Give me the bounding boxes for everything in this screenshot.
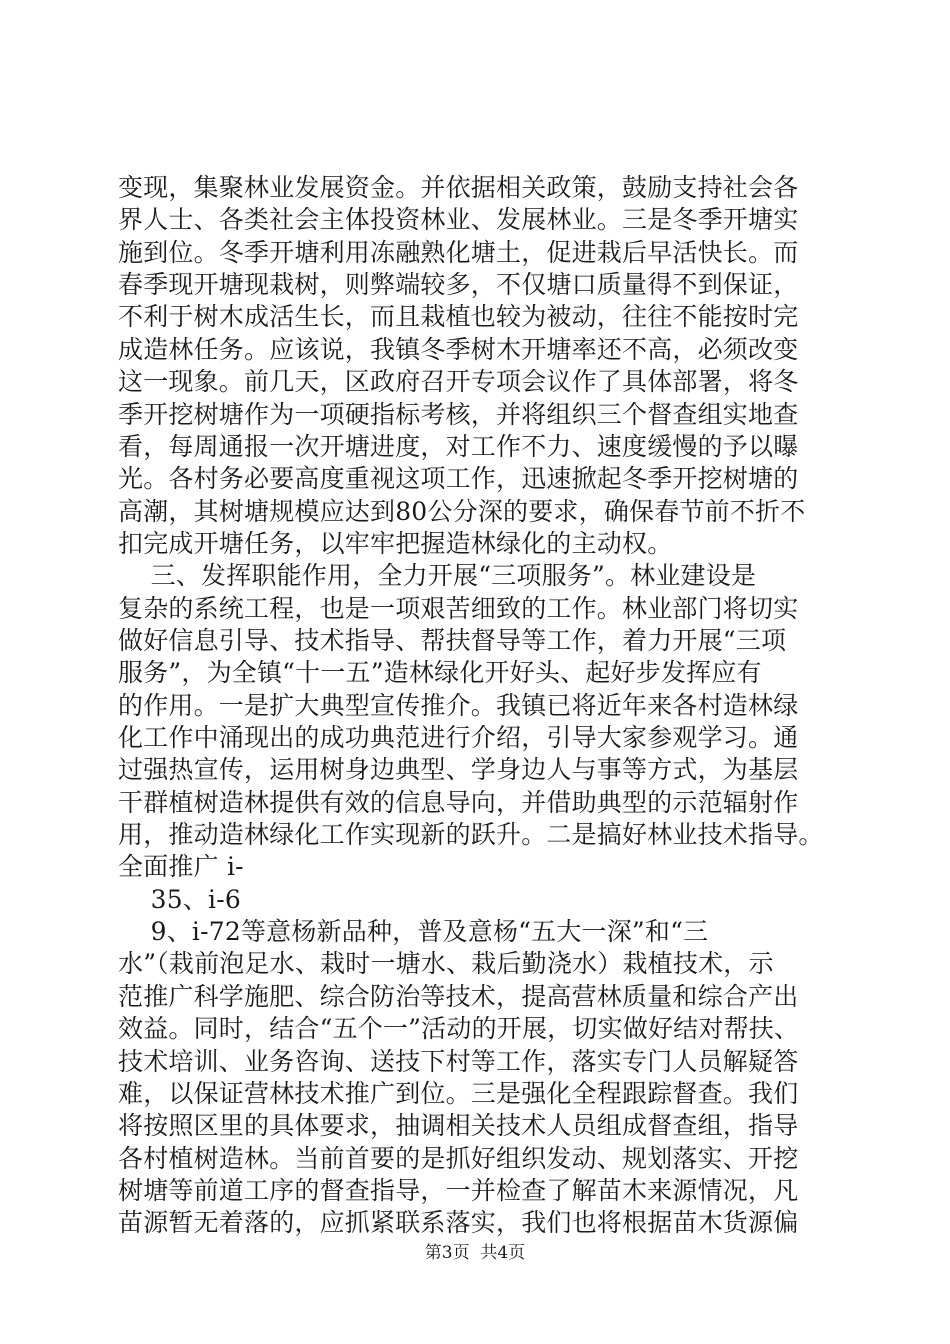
text-line: 的作用。一是扩大典型宣传推介。我镇已将近年来各村造林绿 [118,690,799,720]
text-line: 看，每周通报一次开塘进度，对工作不力、速度缓慢的予以曝 [118,431,799,461]
text-line: 春季现开塘现栽树，则弊端较多，不仅塘口质量得不到保证， [118,270,799,300]
text-line: 树塘等前道工序的督查指导，一并检查了解苗木来源情况，凡 [118,1175,799,1205]
text-line: 三、发挥职能作用，全力开展“三项服务”。林业建设是 [118,561,757,591]
text-line: 不利于树木成活生长，而且栽植也较为被动，往往不能按时完 [118,302,799,332]
text-line: 过强热宣传，运用树身边典型、学身边人与事等方式，为基层 [118,755,799,785]
text-line: 复杂的系统工程，也是一项艰苦细致的工作。林业部门将切实 [118,593,799,623]
text-line: 光。各村务必要高度重视这项工作，迅速掀起冬季开挖树塘的 [118,464,799,494]
text-line: 用，推动造林绿化工作实现新的跃升。二是搞好林业技术指导。 [118,820,824,849]
text-line: 难，以保证营林技术推广到位。三是强化全程跟踪督查。我们 [118,1078,799,1108]
text-line: 做好信息引导、技术指导、帮扶督导等工作，着力开展“三项 [118,625,787,655]
text-line: 水”（栽前泡足水、栽时一塘水、栽后勤浇水）栽植技术，示 [118,949,774,979]
text-line: 35、i-6 [118,884,241,914]
text-line: 化工作中涌现出的成功典范进行介绍，引导大家参观学习。通 [118,723,799,752]
text-line: 9、i-72等意杨新品种，普及意杨“五大一深”和“三 [118,917,709,947]
text-line: 范推广科学施肥、综合防治等技术，提高营林质量和综合产出 [118,981,799,1011]
text-line: 技术培训、业务咨询、送技下村等工作，落实专门人员解疑答 [118,1046,799,1076]
text-line: 季开挖树塘作为一项硬指标考核，并将组织三个督查组实地查 [118,399,799,429]
text-line: 高潮，其树塘规模应达到80公分深的要求，确保春节前不折不 [118,496,806,526]
page-footer: 第3页 共4页 [424,1243,526,1263]
text-line: 这一现象。前几天，区政府召开专项会议作了具体部署，将冬 [118,367,799,397]
text-line: 扣完成开塘任务，以牢牢把握造林绿化的主动权。 [118,528,673,558]
text-line: 效益。同时，结合“五个一”活动的开展，切实做好结对帮扶、 [118,1014,800,1044]
text-line: 将按照区里的具体要求，抽调相关技术人员组成督查组，指导 [118,1111,799,1141]
text-line: 服务”，为全镇“十一五”造林绿化开好头、起好步发挥应有 [118,658,762,688]
text-line: 变现，集聚林业发展资金。并依据相关政策，鼓励支持社会各 [118,173,799,202]
text-line: 苗源暂无着落的，应抓紧联系落实，我们也将根据苗木货源偏 [118,1208,799,1238]
text-line: 成造林任务。应该说，我镇冬季树木开塘率还不高，必须改变 [118,334,799,364]
text-line: 施到位。冬季开塘利用冻融熟化塘土，促进栽后早活快长。而 [118,237,799,267]
text-line: 界人士、各类社会主体投资林业、发展林业。三是冬季开塘实 [118,205,799,235]
text-line: 各村植树造林。当前首要的是抓好组织发动、规划落实、开挖 [118,1143,799,1173]
text-line: 全面推广 i- [118,852,244,882]
text-line: 干群植树造林提供有效的信息导向，并借助典型的示范辐射作 [118,787,799,817]
